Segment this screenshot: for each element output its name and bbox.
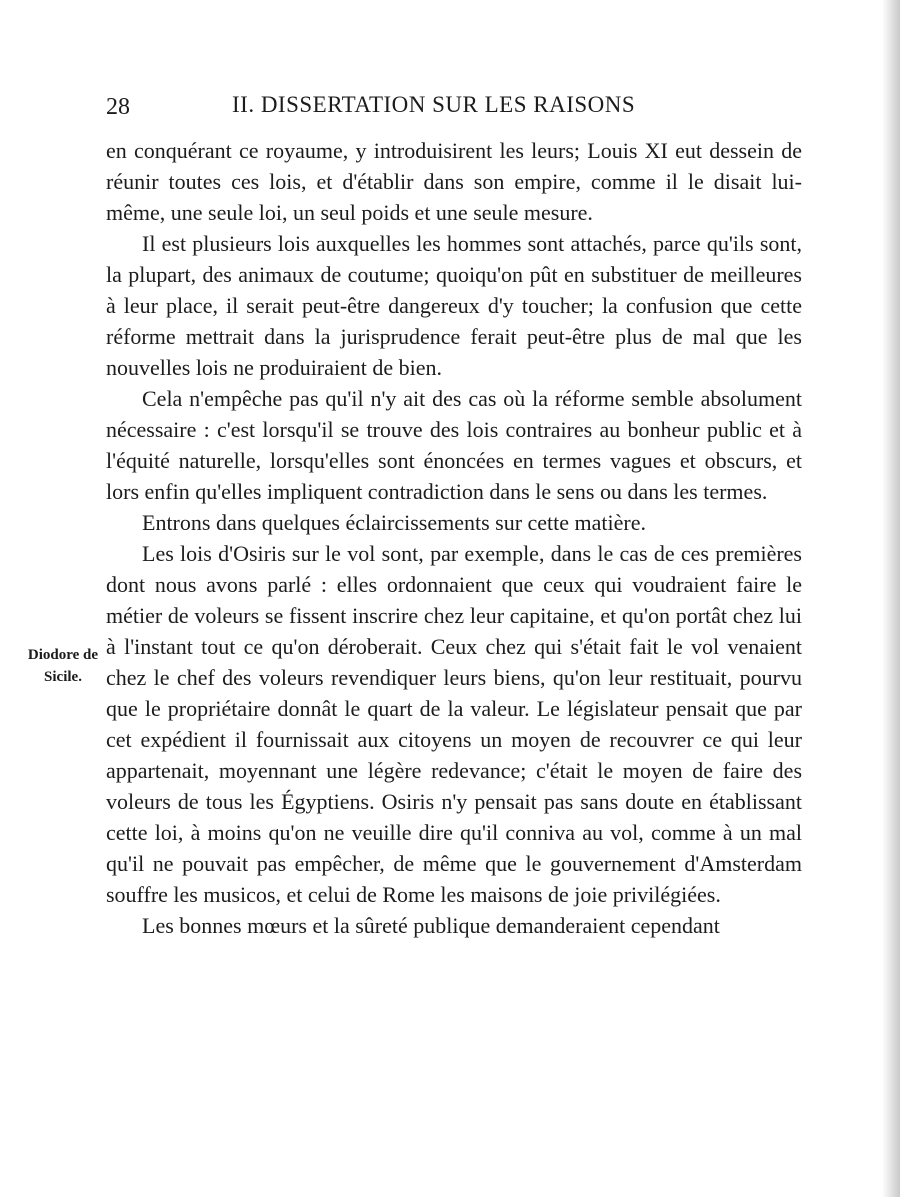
margin-note (20, 644, 106, 688)
margin-note-line: Diodore de (27, 647, 99, 663)
body-text (106, 135, 802, 941)
running-head: II. DISSERTATION SUR LES RAISONS (232, 92, 636, 117)
page-number: 28 (106, 94, 130, 120)
margin-note-line: Sicile. (44, 669, 82, 685)
paragraph: Les lois d'Osiris sur le vol sont, par exemple, dans le cas de ces premières dont nous avons parlé : elles ordonnaient que ceux qui voudraient faire le métier de voleurs se fissent inscrire chez leur capitaine, et qu'on portât chez lui à l'instant tout ce qu'on déroberait. Ceux chez qui s'était fait le vol venaient chez le chef des voleurs revendiquer leurs biens, qu'on leur restituait, pourvu que le propriétaire donnât le quart de la valeur. Le législateur pensait que par cet expédient il fournissait aux citoyens un moyen de recouvrer ce qui leur appartenait, moyennant une légère redevance; c'était le moyen de faire des voleurs de tous les Égyptiens. Osiris n'y pensait pas sans doute en établissant cette loi, à moins qu'on ne veuille dire qu'il conniva au vol, comme à un mal qu'il ne pouvait pas empêcher, de même que le gouvernement d'Amsterdam souffre les musicos, et celui de Rome les maisons de joie privilégiées. (106, 541, 802, 907)
paragraph: Entrons dans quelques éclaircissements sur cette matière. (142, 510, 646, 535)
page-edge-shadow (882, 0, 900, 1197)
paragraph: Cela n'empêche pas qu'il n'y ait des cas où la réforme semble absolument nécessaire : c'est lorsqu'il se trouve des lois contraires au bonheur public et à l'équité naturelle, lorsqu'elles sont énoncées en termes vagues et obscurs, et lors enfin qu'elles impliquent contradiction dans le sens ou dans les termes. (106, 386, 802, 504)
paragraph: en conquérant ce royaume, y introduisirent les leurs; Louis XI eut dessein de réunir toutes ces lois, et d'établir dans son empire, comme il le disait lui-même, une seule loi, un seul poids et une seule mesure. (106, 138, 802, 225)
paragraph: Il est plusieurs lois auxquelles les hommes sont attachés, parce qu'ils sont, la plupart, des animaux de coutume; quoiqu'on pût en substituer de meilleures à leur place, il serait peut-être dangereux d'y toucher; la confusion que cette réforme mettrait dans la jurisprudence ferait peut-être plus de mal que les nouvelles lois ne produiraient de bien. (106, 231, 802, 380)
paragraph: Les bonnes mœurs et la sûreté publique demanderaient cependant (142, 913, 720, 938)
page-header (106, 88, 802, 128)
